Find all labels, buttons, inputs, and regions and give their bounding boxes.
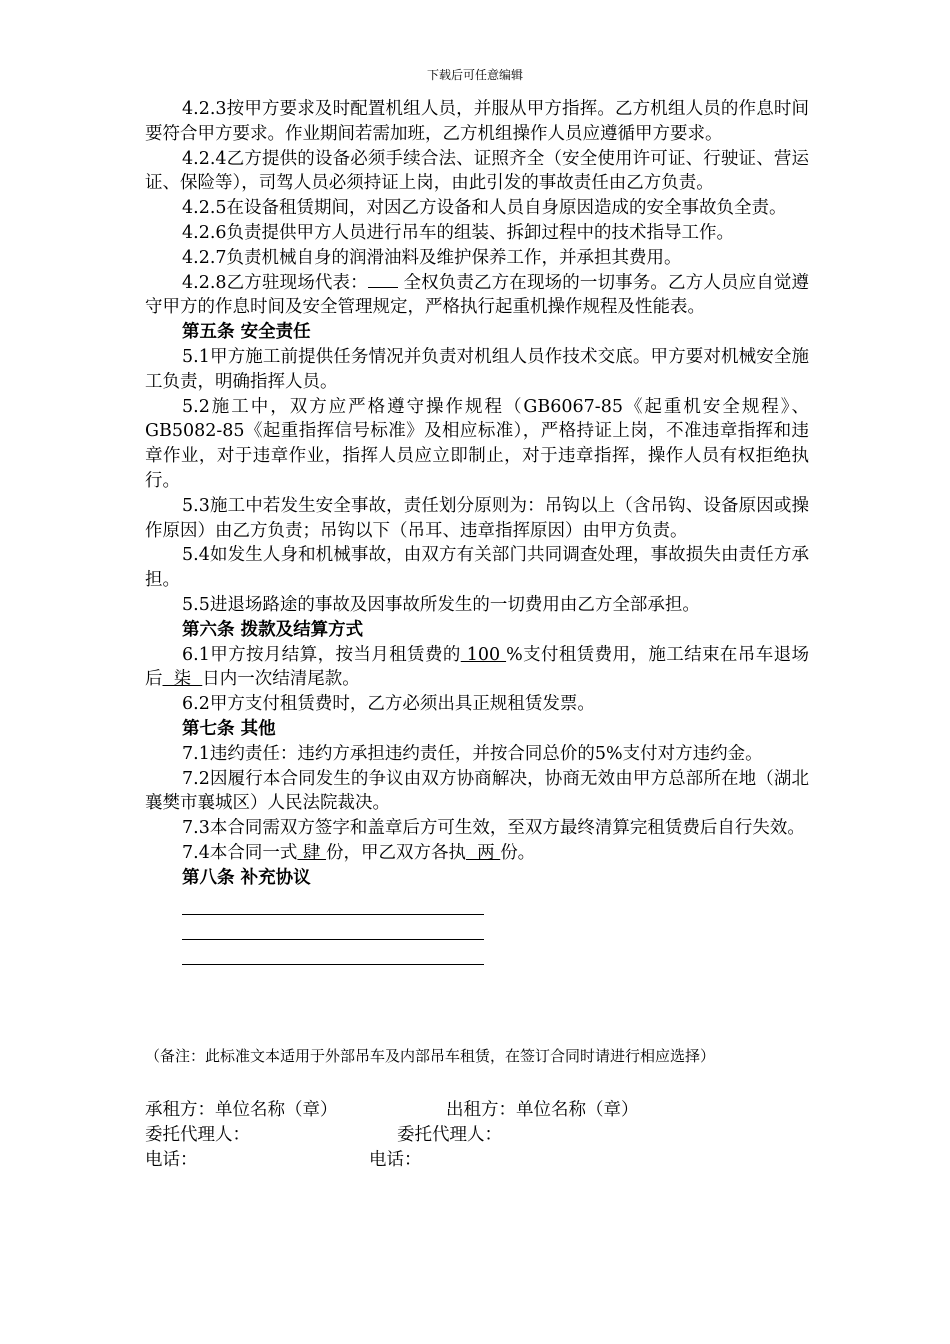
- phone-left-label: 电话：: [145, 1150, 198, 1170]
- contract-body: [145, 97, 809, 965]
- clause-4-2-5: 4.2.5在设备租赁期间，对因乙方设备和人员自身原因造成的安全事故负全责。: [182, 198, 787, 219]
- clause-4-2-4: 4.2.4乙方提供的设备必须手续合法、证照齐全（安全使用许可证、行驶证、营运证、保险等），司驾人员必须持证上岗，由此引发的事故责任由乙方负责。: [145, 148, 809, 194]
- article-8-heading: 第八条 补充协议: [182, 867, 311, 888]
- clause-5-5: 5.5进退场路途的事故及因事故所发生的一切费用由乙方全部承担。: [182, 594, 700, 615]
- copies-total[interactable]: 肆: [297, 842, 326, 863]
- page-header: 下载后可任意编辑: [426, 68, 523, 82]
- clause-7-1: 7.1违约责任：违约方承担违约责任，并按合同总价的5%支付对方违约金。: [182, 743, 763, 764]
- clause-6-1-post: 日内一次结清尾款。: [202, 669, 360, 690]
- phone-right-label: 电话：: [369, 1150, 422, 1170]
- lessor-label: 出租方：单位名称（章）: [446, 1100, 639, 1120]
- clause-7-2: 7.2因履行本合同发生的争议由双方协商解决，协商无效由甲方总部所在地（湖北襄樊市襄城区）人民法院裁决。: [145, 768, 809, 814]
- clause-6-2: 6.2甲方支付租赁费时，乙方必须出具正规租赁发票。: [182, 694, 595, 715]
- clause-5-4: 5.4如发生人身和机械事故，由双方有关部门共同调查处理，事故损失由责任方承担。: [145, 545, 809, 591]
- clause-4-2-6: 4.2.6负责提供甲方人员进行吊车的组装、拆卸过程中的技术指导工作。: [182, 222, 735, 243]
- copies-each[interactable]: 两: [465, 842, 501, 863]
- supplement-line-1[interactable]: [182, 891, 484, 916]
- clause-6-1-pre: 6.1甲方按月结算，按当月租赁费的: [182, 644, 461, 665]
- supplement-line-3[interactable]: [182, 940, 484, 965]
- clause-7-4-mid: 份，甲乙双方各执: [325, 842, 466, 863]
- agent-left-label: 委托代理人：: [145, 1125, 250, 1145]
- payment-percent[interactable]: 100: [460, 644, 507, 665]
- clause-4-2-3: 4.2.3按甲方要求及时配置机组人员，并服从甲方指挥。乙方机组人员的作息时间要符合甲方要求。作业期间若需加班，乙方机组操作人员应遵循甲方要求。: [145, 99, 809, 144]
- supplement-lines: [182, 891, 809, 965]
- footnote-remark: （备注：此标准文本适用于外部吊车及内部吊车租赁，在签订合同时请进行相应选择）: [145, 1047, 716, 1065]
- representative-blank[interactable]: [368, 271, 398, 288]
- clause-7-3: 7.3本合同需双方签字和盖章后方可生效，至双方最终清算完租赁费后自行失效。: [182, 818, 805, 839]
- clause-5-1: 5.1甲方施工前提供任务情况并负责对机组人员作技术交底。甲方要对机械安全施工负责，明确指挥人员。: [145, 346, 809, 392]
- clause-5-3: 5.3施工中若发生安全事故，责任划分原则为：吊钩以上（含吊钩、设备原因或操作原因）由乙方负责；吊钩以下（吊耳、违章指挥原因）由甲方负责。: [145, 495, 809, 541]
- article-7-heading: 第七条 其他: [182, 718, 276, 739]
- clause-7-4: [145, 841, 809, 866]
- lessee-label: 承租方：单位名称（章）: [145, 1100, 338, 1120]
- clause-7-4-post: 份。: [500, 842, 536, 863]
- clause-4-2-7: 4.2.7负责机械自身的润滑油料及维护保养工作，并承担其费用。: [182, 247, 682, 268]
- clause-4-2-8-post: 全权负责乙方在现场的一切事务。乙方人员应自觉遵守甲方的作息时间及安全管理规定，严格执行起重机操作规程及性能表。: [145, 272, 810, 318]
- article-6-heading: 第六条 拨款及结算方式: [182, 619, 364, 640]
- clause-4-2-8-pre: 4.2.8乙方驻现场代表：: [182, 272, 368, 293]
- clause-7-4-pre: 7.4本合同一式: [182, 842, 298, 863]
- settlement-days[interactable]: 柒: [162, 669, 203, 690]
- agent-right-label: 委托代理人：: [397, 1125, 502, 1145]
- clause-5-2: 5.2施工中，双方应严格遵守操作规程（GB6067-85《起重机安全规程》、GB5082-85《起重指挥信号标准》及相应标准），严格持证上岗，不准违章指挥和违章作业，对于违章作业，指挥人员应立即制止，对于违章指挥，操作人员有权拒绝执行。: [145, 396, 809, 491]
- supplement-line-2[interactable]: [182, 915, 484, 940]
- clause-4-2-8: [145, 271, 809, 321]
- article-5-heading: 第五条 安全责任: [182, 322, 311, 343]
- clause-6-1-mid: %支付租赁费用，施工结束在吊车退场后: [145, 644, 809, 690]
- clause-6-1: [145, 643, 809, 693]
